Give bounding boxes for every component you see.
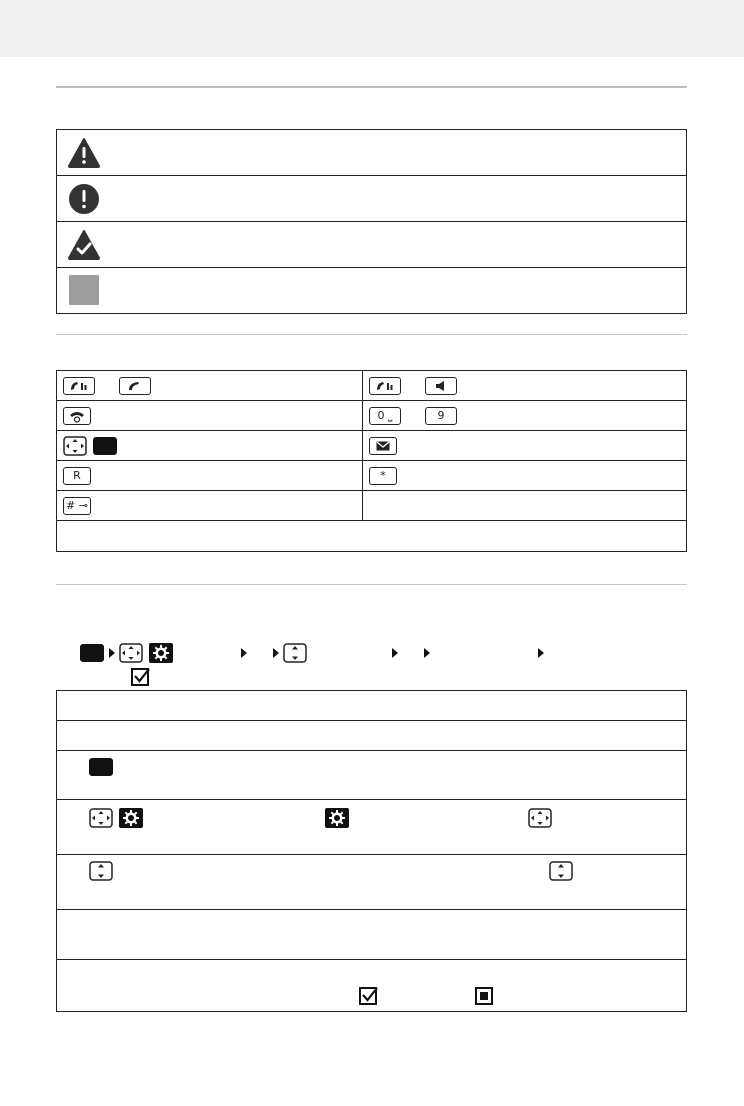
up-down-key-icon [89,861,113,881]
control-key-icon [63,436,87,456]
warning-triangle-icon [67,136,101,170]
table-row [57,521,686,551]
table-row [57,371,686,401]
gear-icon [149,643,173,663]
symbol-row-info [57,268,686,313]
table-cell [57,521,686,551]
header-band [0,0,744,57]
arrow-right-icon [392,648,398,658]
table-row [57,751,686,800]
table-cell [363,431,686,460]
grey-square-icon [69,275,99,305]
hash-key: # ⊸ [63,497,91,515]
handsfree-key-icon [425,377,457,395]
symbol-row-warning [57,130,686,176]
digit-key-zero: 0 ⎵ [369,407,401,425]
table-cell [363,401,686,430]
arrow-right-icon [109,648,115,658]
table-row [57,910,686,960]
table-row [57,800,686,855]
arrow-right-icon [241,648,247,658]
checkmark-triangle-icon [67,228,101,262]
divider [56,86,687,88]
talk-key-icon [63,377,95,395]
symbol-row-important [57,176,686,222]
digit-key-nine: 9 [425,407,457,425]
table-cell [57,371,363,400]
table-row [57,855,686,910]
table-row [57,431,686,461]
display-key-icon [89,758,113,776]
arrow-right-icon [424,648,430,658]
control-key-icon [89,808,113,828]
table-row [57,401,686,431]
control-key-icon [528,808,552,828]
table-row [57,461,686,491]
table-row [57,691,686,721]
table-row [57,491,686,521]
menu-path [80,642,544,664]
talk-key-icon [369,377,401,395]
table-cell [57,401,363,430]
control-key-icon [119,643,143,663]
checkbox-checked-icon [359,986,379,1005]
divider [56,334,687,335]
up-down-key-icon [283,643,307,663]
gear-icon [325,808,349,828]
exclamation-circle-icon [67,182,101,216]
up-down-key-icon [549,861,573,881]
table-cell [57,461,363,490]
checkbox-unchecked-icon [475,987,494,1005]
end-call-key-icon [63,407,91,425]
recall-key: R [63,467,91,485]
checkbox-checked-icon [131,667,151,686]
display-key-icon [93,437,117,455]
keys-table [56,370,687,552]
symbol-row-tip [57,222,686,268]
star-key: * [369,467,397,485]
divider [56,584,687,585]
table-cell [363,371,686,400]
table-cell [363,461,686,490]
table-cell [57,491,363,520]
symbol-table [56,129,687,314]
table-cell [57,431,363,460]
table-cell [363,491,686,520]
gear-icon [119,808,143,828]
table-row [57,721,686,751]
display-key-icon [80,644,104,662]
message-key-icon [369,437,397,455]
steps-table [56,690,687,1012]
table-row [57,960,686,1011]
talk-key-alt-icon [119,377,151,395]
arrow-right-icon [538,648,544,658]
arrow-right-icon [273,648,279,658]
